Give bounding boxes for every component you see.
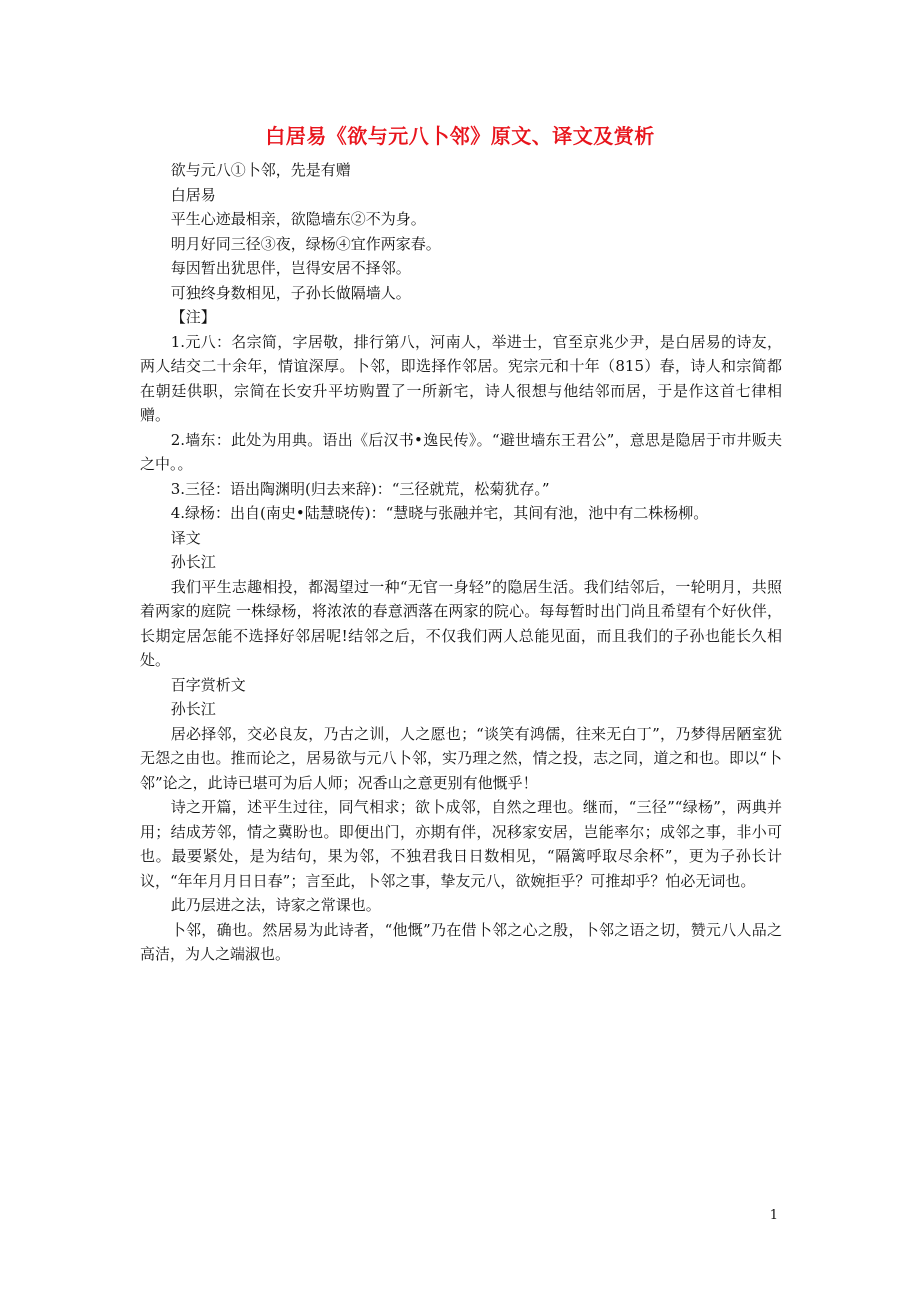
appreciation-heading: 百字赏析文 — [170, 675, 246, 694]
poem-author: 白居易 — [170, 185, 216, 204]
note-paragraph: 4.绿杨：出自(南史•陆慧晓传)：“慧晓与张融并宅，其间有池，池中有二株杨柳。 — [170, 504, 709, 522]
document-body — [140, 158, 782, 967]
document-title: 白居易《欲与元八卜邻》原文、译文及赏析 — [265, 124, 655, 148]
note-paragraph: 3.三径：语出陶渊明(归去来辞)：“三径就荒，松菊犹存。” — [170, 479, 550, 498]
translation-author: 孙长江 — [170, 553, 216, 571]
appreciation-paragraph: 此乃层进之法，诗家之常课也。 — [170, 896, 381, 914]
appreciation-paragraph: 卜邻，确也。然居易为此诗者，“他慨”乃在借卜邻之心之殷，卜邻之语之切，赞元八人品之高洁，为人之端淑也。 — [140, 920, 782, 963]
poem-line: 平生心迹最相亲，欲隐墙东②不为身。 — [170, 210, 426, 228]
translation-paragraph: 我们平生志趣相投，都渴望过一种“无官一身轻”的隐居生活。我们结邻后，一轮明月，共照着两家的庭院 一株绿杨，将浓浓的春意洒落在两家的院心。每每暂时出门尚且希望有个好伙伴，长期定居怎能不选择好邻居呢!结邻之后，不仅我们两人总能见面，而且我们的子孙也能长久相处。 — [140, 577, 782, 669]
notes-heading: 【注】 — [170, 308, 216, 326]
poem-heading: 欲与元八①卜邻，先是有赠 — [170, 161, 351, 179]
note-paragraph: 1.元八：名宗简，字居敬，排行第八，河南人，举进士，官至京兆少尹，是白居易的诗友，两人结交二十余年，情谊深厚。卜邻，即选择作邻居。宪宗元和十年（815）春，诗人和宗简都在朝廷供职，宗简在长安升平坊购置了一所新宅，诗人很想与他结邻而居，于是作这首七律相赠。 — [140, 332, 782, 424]
appreciation-paragraph: 诗之开篇，述平生过往，同气相求；欲卜成邻，自然之理也。继而，“三径”“绿杨”，两典并用；结成芳邻，情之冀盼也。即便出门，亦期有伴，况移家安居，岂能率尔；成邻之事，非小可也。最要紧处，是为结句，果为邻，不独君我日日数相见，“隔篱呼取尽余杯”，更为子孙长计议，“年年月月日日春”；言至此，卜邻之事，挚友元八，欲婉拒乎？可推却乎？怕必无词也。 — [140, 798, 782, 890]
translation-heading: 译文 — [170, 528, 201, 547]
appreciation-paragraph: 居必择邻，交必良友，乃古之训，人之愿也；“谈笑有鸿儒，往来无白丁”，乃梦得居陋室犹无怨之由也。推而论之，居易欲与元八卜邻，实乃理之然，情之投，志之同，道之和也。即以“卜邻”论之，此诗已堪可为后人师；况香山之意更别有他慨乎！ — [140, 724, 782, 792]
appreciation-author: 孙长江 — [170, 700, 216, 718]
page-number: 1 — [769, 1208, 778, 1223]
poem-line: 每因暂出犹思伴，岂得安居不择邻。 — [170, 259, 411, 277]
note-paragraph: 2.墙东：此处为用典。语出《后汉书•逸民传》。“避世墙东王君公”，意思是隐居于市井贩夫之中。。 — [140, 430, 782, 473]
poem-line: 可独终身数相见，子孙长做隔墙人。 — [170, 283, 411, 302]
poem-line: 明月好同三径③夜，绿杨④宜作两家春。 — [170, 234, 441, 253]
